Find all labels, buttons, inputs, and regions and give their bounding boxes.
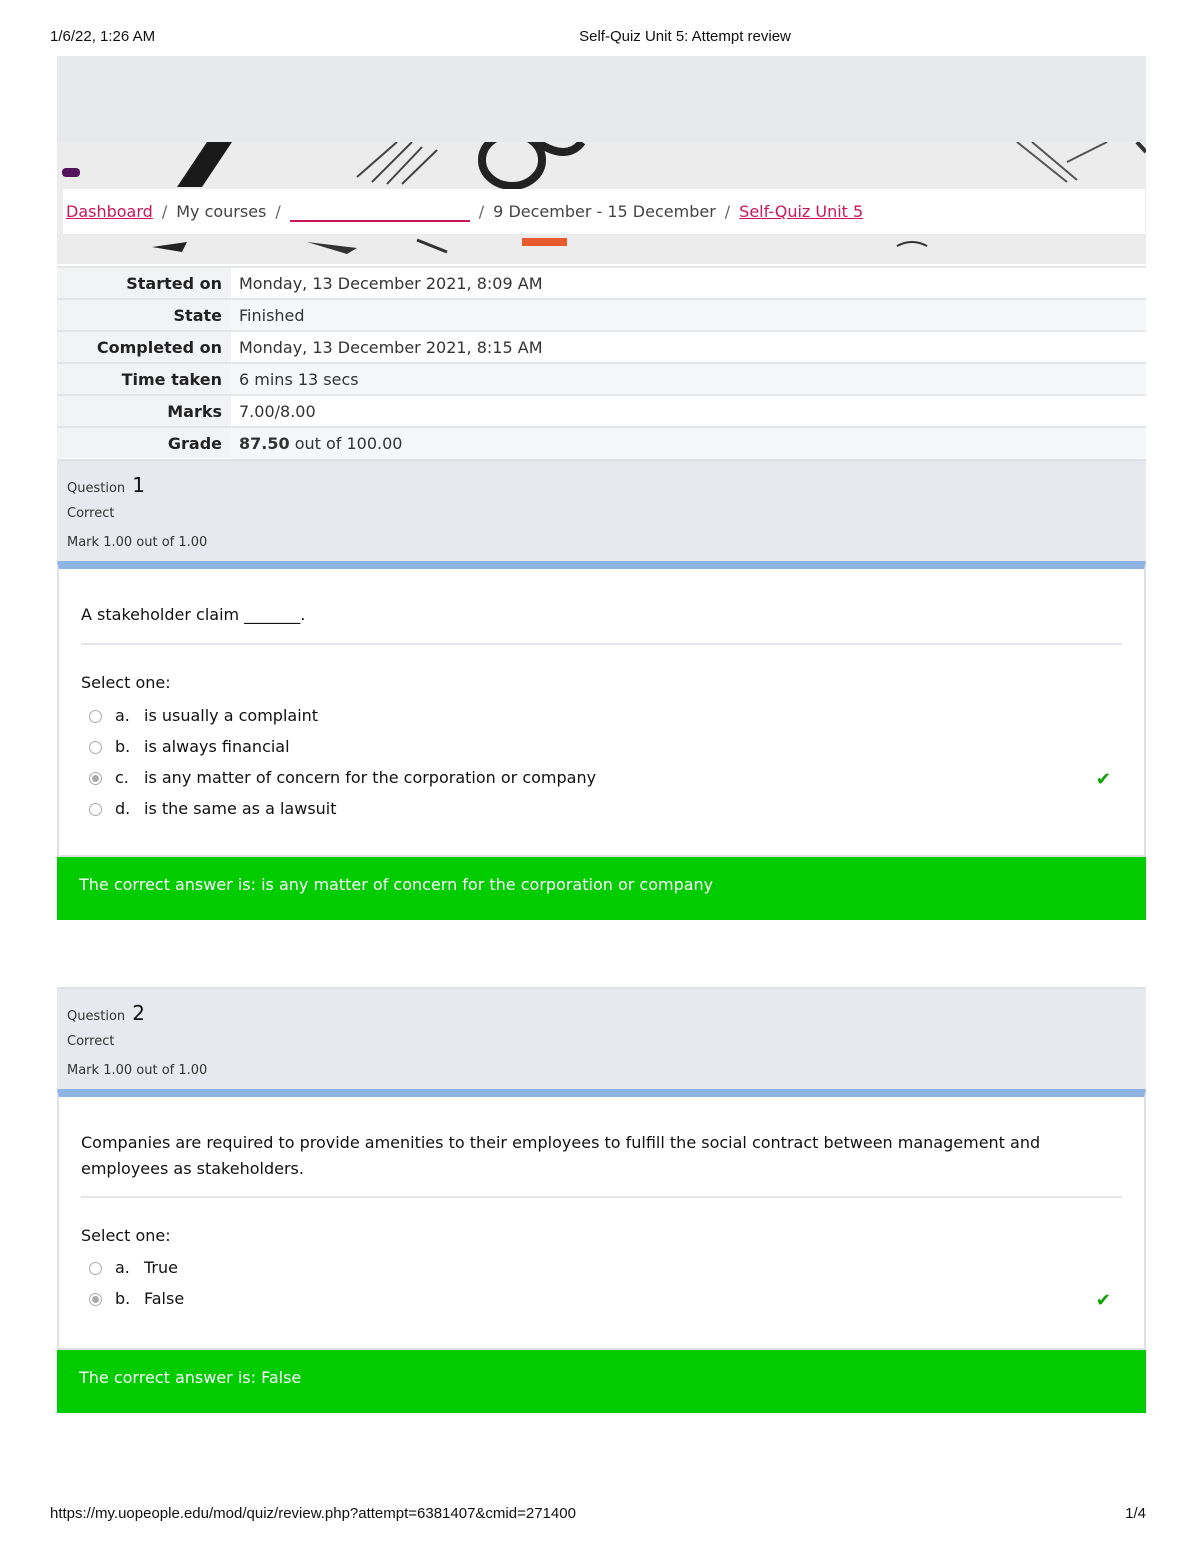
answer-text: is any matter of concern for the corporation or company [144,768,597,787]
answer-option-a[interactable] [59,1256,1144,1287]
breadcrumb-dashboard[interactable]: Dashboard [66,202,153,221]
summary-row [57,299,1146,331]
print-header [0,28,1200,48]
print-title: Self-Quiz Unit 5: Attempt review [579,28,791,45]
question-label: Question [67,1009,126,1024]
grade-suffix: out of 100.00 [289,433,403,453]
select-one-prompt: Select one: [81,1226,171,1245]
summary-row [57,267,1146,299]
question-state: Correct [67,1034,115,1049]
answer-letter: a. [115,1258,130,1277]
summary-label: Completed on [57,331,231,363]
question-text: Companies are required to provide amenities to their employees to fulfill the social contract between management and employees as stakeholders. [81,1133,1041,1178]
question-mark: Mark 1.00 out of 1.00 [67,535,208,550]
answer-text: True [144,1258,178,1277]
page-header-area [57,56,1146,142]
question-mark: Mark 1.00 out of 1.00 [67,1063,208,1078]
breadcrumb-separator: / [161,202,168,221]
radio-button[interactable] [89,741,102,754]
summary-value: Finished [231,299,1146,331]
breadcrumb-separator: / [724,202,731,221]
answer-option-b[interactable] [59,735,1144,766]
question-info [57,459,1146,561]
radio-button-selected[interactable] [89,772,102,785]
answer-letter: b. [115,737,131,756]
question-divider [81,1196,1122,1198]
breadcrumb [63,189,1145,234]
checkmark-icon: ✔ [1095,1290,1111,1311]
answer-letter: c. [115,768,129,787]
question-text: A stakeholder claim _______. [81,605,306,624]
answer-letter: d. [115,799,131,818]
radio-button[interactable] [89,710,102,723]
summary-row [57,363,1146,395]
breadcrumb-separator: / [478,202,485,221]
breadcrumb-week[interactable]: 9 December - 15 December [493,202,716,221]
answer-option-d[interactable] [59,797,1144,828]
answer-text: False [144,1289,185,1308]
breadcrumb-separator: / [275,202,281,221]
correct-answer-feedback: The correct answer is: is any matter of concern for the corporation or company [57,857,1146,920]
radio-button[interactable] [89,803,102,816]
brand-indicator [62,168,80,177]
question-content [57,1089,1146,1350]
summary-value: 6 mins 13 secs [231,363,1146,395]
question-number-value: 1 [132,473,146,497]
summary-label: State [57,299,231,331]
question-1 [57,459,1146,920]
question-state: Correct [67,506,115,521]
answer-text: is always financial [144,737,290,756]
summary-value: 7.00/8.00 [231,395,1146,427]
answer-text: is usually a complaint [144,706,319,725]
breadcrumb-course-link[interactable] [290,202,470,222]
question-content [57,561,1146,857]
summary-row [57,395,1146,427]
radio-button-selected[interactable] [89,1293,102,1306]
question-number [67,1001,145,1025]
answer-option-c[interactable] [59,766,1144,797]
print-url: https://my.uopeople.edu/mod/quiz/review.php?attempt=6381407&cmid=271400 [50,1505,576,1522]
breadcrumb-my-courses[interactable]: My courses [176,202,267,221]
summary-value: Monday, 13 December 2021, 8:15 AM [231,331,1146,363]
answer-text: is the same as a lawsuit [144,799,337,818]
question-2 [57,987,1146,1413]
summary-label: Grade [57,427,231,458]
summary-value [231,427,1146,458]
print-date: 1/6/22, 1:26 AM [50,28,156,45]
radio-button[interactable] [89,1262,102,1275]
checkmark-icon: ✔ [1095,769,1111,790]
summary-value: Monday, 13 December 2021, 8:09 AM [231,267,1146,299]
answer-option-a[interactable] [59,704,1144,735]
question-number-value: 2 [132,1001,146,1025]
print-page-number: 1/4 [1125,1505,1146,1522]
summary-row [57,331,1146,363]
summary-label: Started on [57,267,231,299]
summary-label: Time taken [57,363,231,395]
breadcrumb-quiz[interactable]: Self-Quiz Unit 5 [739,202,864,221]
question-number [67,473,145,497]
attempt-summary-table [57,266,1146,458]
answer-option-b[interactable] [59,1287,1144,1318]
correct-answer-feedback: The correct answer is: False [57,1350,1146,1413]
summary-label: Marks [57,395,231,427]
summary-row [57,427,1146,458]
grade-value: 87.50 [239,433,290,453]
question-info [57,987,1146,1089]
question-divider [81,643,1122,645]
select-one-prompt: Select one: [81,673,171,692]
answer-letter: a. [115,706,130,725]
answer-letter: b. [115,1289,131,1308]
question-label: Question [67,481,126,496]
